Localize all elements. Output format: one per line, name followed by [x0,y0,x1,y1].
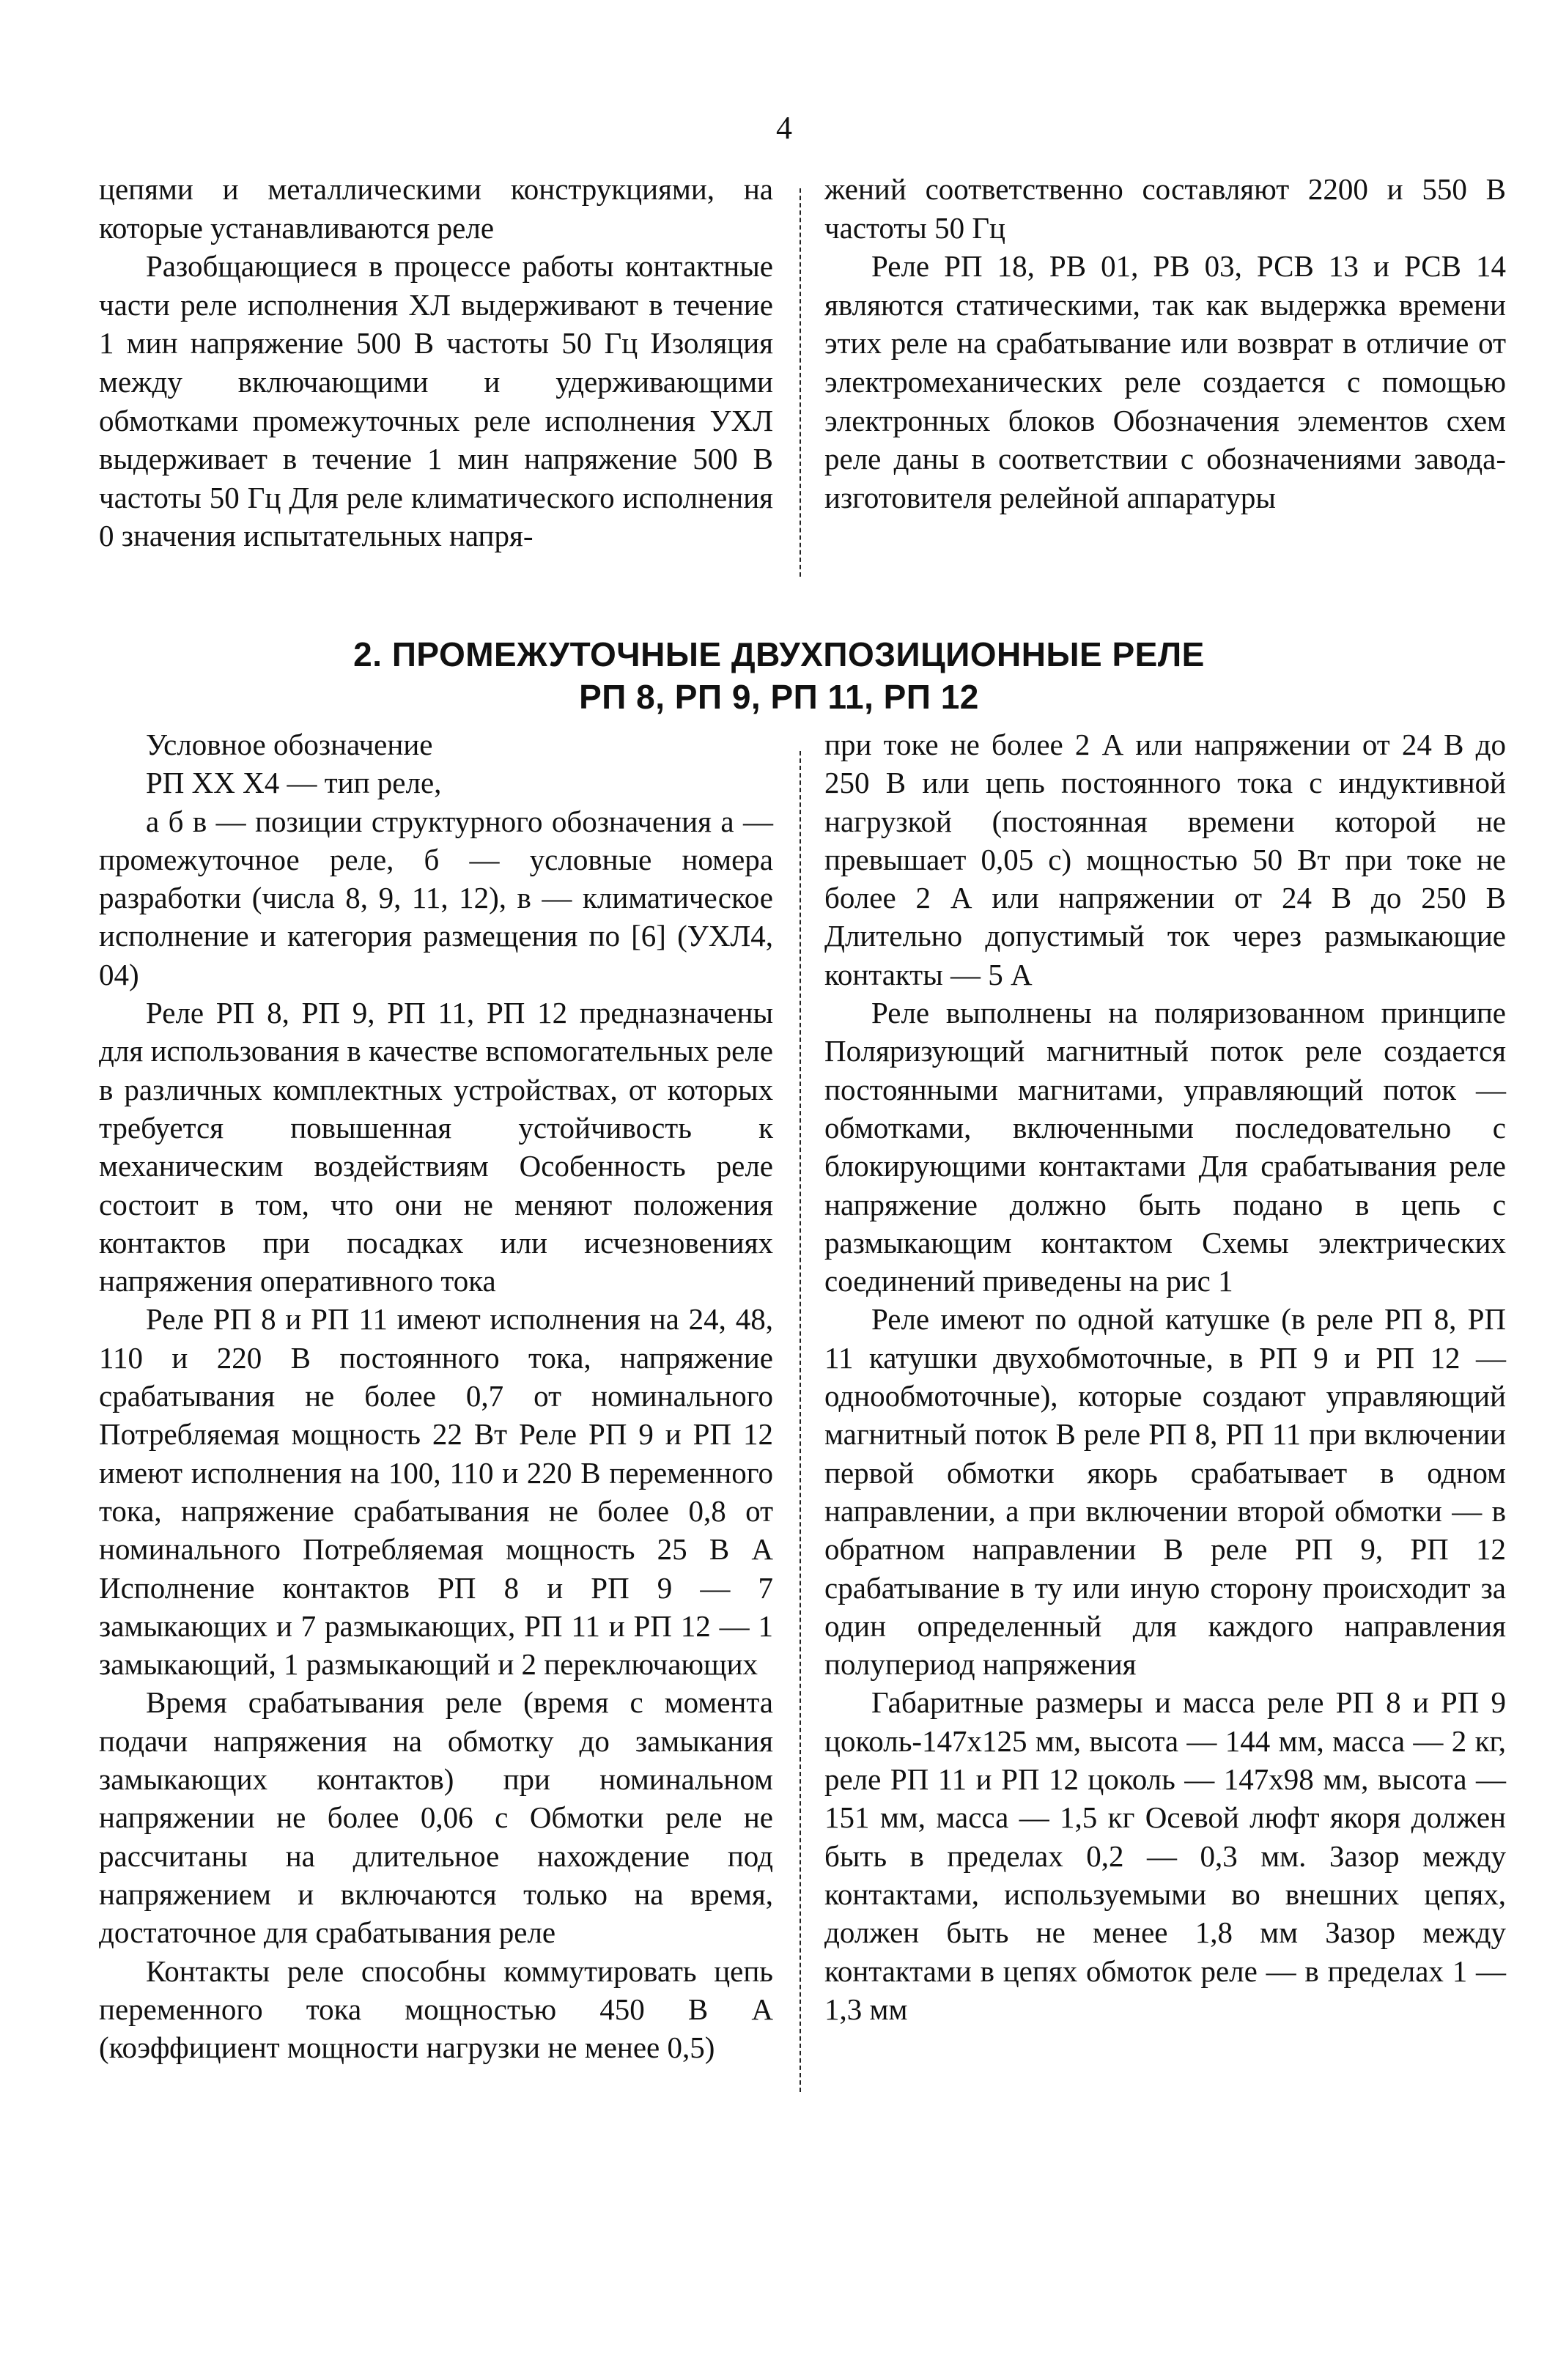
section-heading-subtitle: РП 8, РП 9, РП 11, РП 12 [579,678,979,716]
bottom-right-column [824,725,1506,2028]
top-left-column [99,170,773,555]
paragraph: Контакты реле способны коммутировать цепь переменного тока мощностью 450 В А (коэффициент мощности нагрузки не менее 0,5) [99,1954,773,2065]
paragraph: Реле выполнены на поляризованном принципе Поляризующий магнитный поток реле создается постоянными магнитами, управляющий поток — обмотками, включенными последовательно с блокирующими контактами Для срабатывания реле напряжение должно быть подано в цепь с размыкающим контактом Схемы электрических соединений приведены на рис 1 [824,996,1506,1298]
top-right-column [824,170,1506,517]
column-divider [800,188,801,577]
paragraph: при токе не более 2 А или напряжении от 24 В до 250 В или цепь постоянного тока с индуктивной нагрузкой (постоянная времени которой не превышает 0,05 с) мощностью 50 Вт при токе не более 2 А или напряжении от 24 В до 250 В Длительно допустимый ток через размыкающие контакты — 5 А [824,728,1506,991]
paragraph: Условное обозначение [146,728,433,761]
paragraph: цепями и металлическими конструкциями, на которые устанавливаются реле [99,172,773,245]
paragraph: Реле имеют по одной катушке (в реле РП 8, РП 11 катушки двухобмоточные, в РП 9 и РП 12 — однообмоточные), которые создают управляющий магнитный поток В реле РП 8, РП 11 при включении первой обмотки якорь срабатывает в одном направлении, а при включении второй обмотки — в обратном направлении В реле РП 9, РП 12 срабатывание в ту или иную сторону происходит за один определенный для каждого направления полупериод напряжения [824,1302,1506,1682]
paragraph: а б в — позиции структурного обозначения а —промежуточное реле, б — условные номера разработки (числа 8, 9, 11, 12), в — климатическое исполнение и категория размещения по [6] (УХЛ4, 04) [99,804,773,991]
top-text-block [0,170,1558,610]
paragraph: жений соответственно составляют 2200 и 550 В частоты 50 Гц [824,172,1506,245]
paragraph: Реле РП 8 и РП 11 имеют исполнения на 24, 48, 110 и 220 В постоянного тока, напряжение срабатывания не более 0,7 от номинального Потребляемая мощность 22 Вт Реле РП 9 и РП 12 имеют исполнения на 100, 110 и 220 В переменного тока, напряжение срабатывания не более 0,8 от номинального Потребляемая мощность 25 В А Исполнение контактов РП 8 и РП 9 — 7 замыкающих и 7 размыкающих, РП 11 и РП 12 — 1 замыкающий, 1 размыкающий и 2 переключающих [99,1302,773,1682]
paragraph: РП ХХ Х4 — тип реле, [146,766,442,800]
paragraph: Время срабатывания реле (время с момента подачи напряжения на обмотку до замыкания замыкающих контактов) при номинальном напряжении не более 0,06 с Обмотки реле не рассчитаны на длительное нахождение под напряжением и включаются только на время, достаточное для срабатывания реле [99,1685,773,1950]
paragraph: Габаритные размеры и масса реле РП 8 и РП 9 цоколь-147х125 мм, высота — 144 мм, масса — 2 кг, реле РП 11 и РП 12 цоколь — 147х98 мм, высота — 151 мм, масса — 1,5 кг Осевой люфт якоря должен быть в пределах 0,2 — 0,3 мм. Зазор между контактами, используемыми во внешних цепях, должен быть не менее 1,8 мм Зазор между контактами в цепях обмоток реле — в пределах 1 — 1,3 мм [824,1685,1506,2026]
paragraph: Реле РП 18, РВ 01, РВ 03, РСВ 13 и РСВ 14 являются статическими, так как выдержка времени этих реле на срабатывание или возврат в отличие от электромеханических реле создается с помощью электронных блоков Обозначения элементов схем реле даны в соответствии с обозначениями завода-изготовителя релейной аппаратуры [824,249,1506,514]
column-divider [800,751,801,2092]
bottom-left-column [99,725,773,2066]
bottom-text-block [0,725,1558,2118]
paragraph: Разобщающиеся в процессе работы контактные части реле исполнения ХЛ выдерживают в течение 1 мин напряжение 500 В частоты 50 Гц Изоляция между включающими и удерживающими обмотками промежуточных реле исполнения УХЛ выдерживает в течение 1 мин напряжение 500 В частоты 50 Гц Для реле климатического исполнения 0 значения испытательных напря- [99,249,773,553]
section-heading-line: 2. ПРОМЕЖУТОЧНЫЕ ДВУХПОЗИЦИОННЫЕ РЕЛЕ [353,635,1205,673]
page-number: 4 [776,110,792,146]
section-heading [220,633,1338,718]
paragraph: Реле РП 8, РП 9, РП 11, РП 12 предназначены для использования в качестве вспомогательных реле в различных комплектных устройствах, от которых требуется повышенная устойчивость к механическим воздействиям Особенность реле состоит в том, что они не меняют положения контактов при посадках или исчезновениях напряжения оперативного тока [99,996,773,1298]
